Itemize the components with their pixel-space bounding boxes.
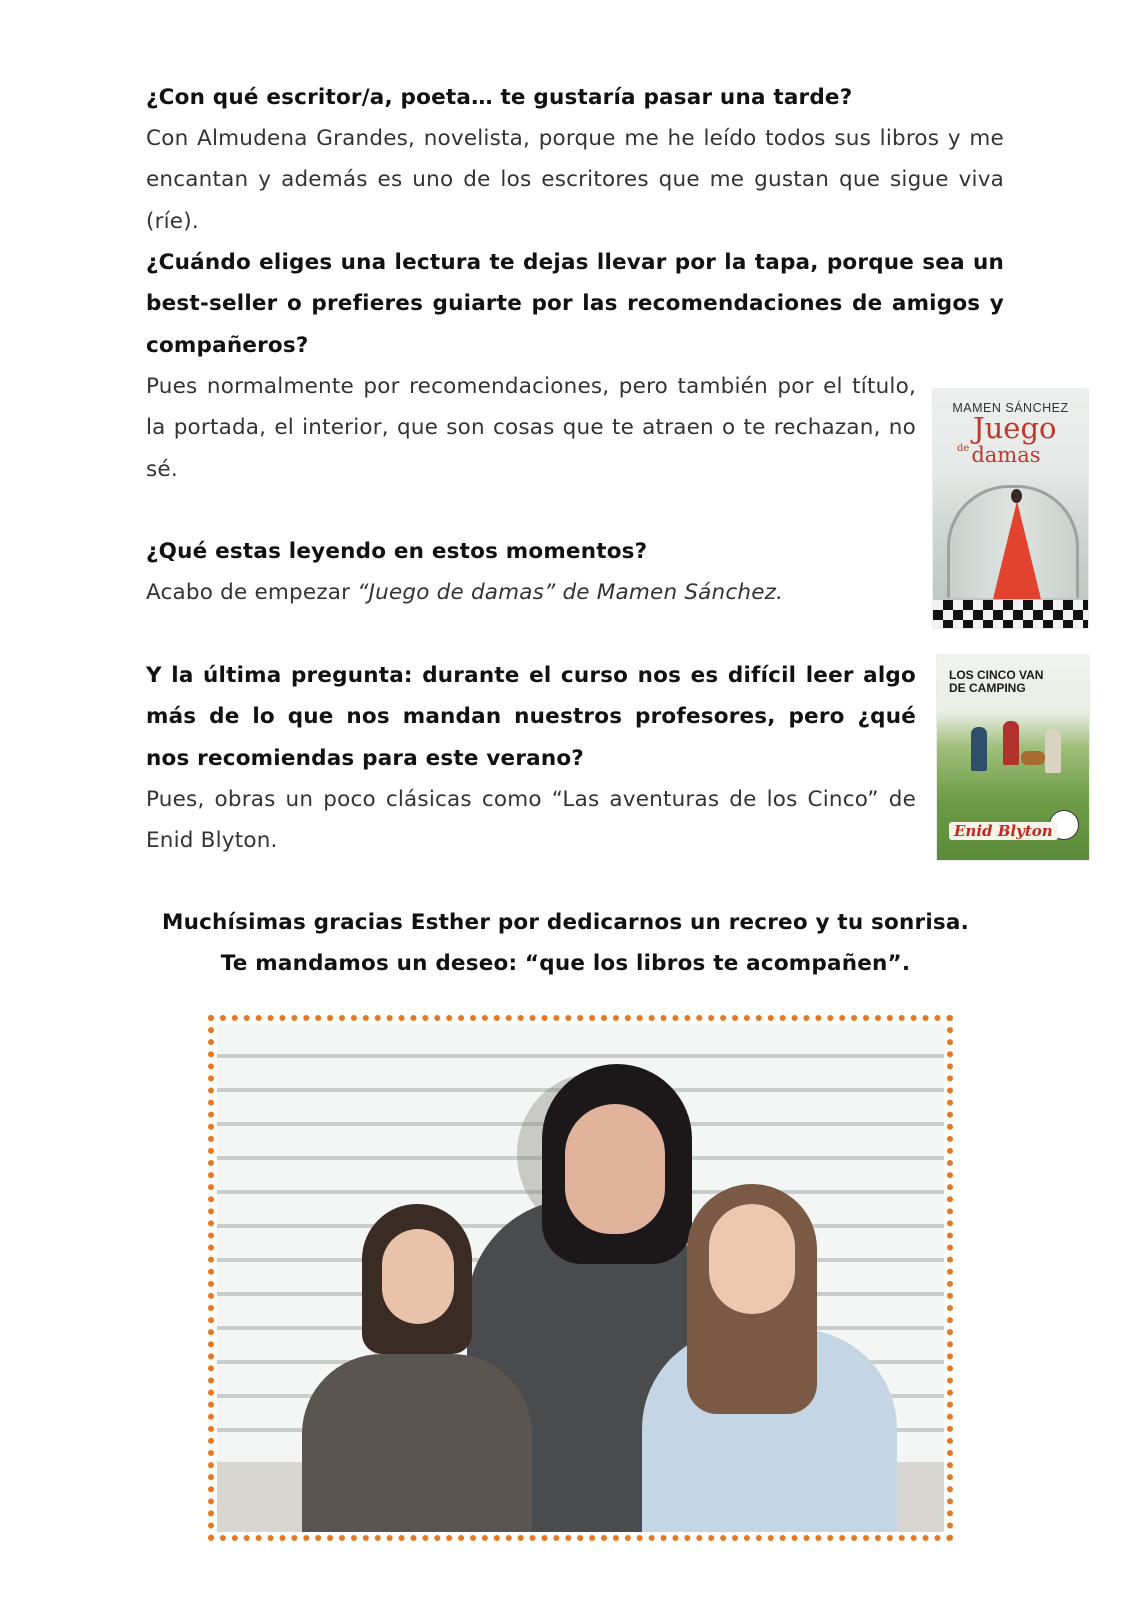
cover-child-figure bbox=[1045, 729, 1061, 773]
photo-girl-left-body bbox=[302, 1354, 532, 1532]
book1-title-de: de bbox=[957, 443, 970, 454]
photo-woman-face bbox=[565, 1104, 665, 1234]
answer-favorite-writer: Con Almudena Grandes, novelista, porque me he leído todos sus libros y me encantan y además es uno de los escritores que me gustan que sigue viva (ríe). bbox=[146, 126, 1004, 234]
answer-current-reading bbox=[146, 572, 916, 613]
book2-title-line1: LOS CINCO VAN bbox=[949, 668, 1044, 682]
answer-summer-recommendation: Pues, obras un poco clásicas como “Las aventuras de los Cinco” de Enid Blyton. bbox=[146, 787, 916, 854]
question-summer-recommendation: Y la última pregunta: durante el curso nos es difícil leer algo más de lo que nos mandan nuestros profesores, pero ¿qué nos recomiendas para este verano? bbox=[146, 663, 916, 771]
cover-child-figure bbox=[1003, 721, 1019, 765]
cover-checkered-floor bbox=[933, 600, 1088, 628]
book-cover-los-cinco bbox=[937, 655, 1089, 860]
cover-red-dress-illustration bbox=[993, 501, 1041, 599]
answer-current-reading-title: “Juego de damas” de Mamen Sánchez. bbox=[357, 580, 784, 605]
book1-title-line2 bbox=[957, 443, 1041, 467]
book2-title bbox=[949, 669, 1043, 695]
question-current-reading: ¿Qué estas leyendo en estos momentos? bbox=[146, 539, 648, 564]
book2-author: Enid Blyton bbox=[949, 822, 1058, 840]
closing-thanks: Muchísimas gracias Esther por dedicarnos un recreo y tu sonrisa. bbox=[162, 910, 969, 935]
group-photo bbox=[217, 1024, 944, 1532]
photo-girl-right-face bbox=[709, 1204, 795, 1314]
book1-title-line1: Juego bbox=[973, 411, 1057, 445]
cover-figure-head bbox=[1011, 489, 1022, 503]
photo-frame bbox=[208, 1015, 953, 1541]
answer-book-choice: Pues normalmente por recomendaciones, pero también por el título, la portada, el interior, que son cosas que te atraen o te rechazan, no sé. bbox=[146, 374, 916, 482]
photo-girl-left-face bbox=[382, 1229, 454, 1324]
cover-dog-figure bbox=[1021, 751, 1045, 765]
cover-child-figure bbox=[971, 727, 987, 771]
question-favorite-writer: ¿Con qué escritor/a, poeta… te gustaría pasar una tarde? bbox=[146, 85, 853, 110]
book2-title-line2: DE CAMPING bbox=[949, 681, 1026, 695]
book1-title-damas: damas bbox=[971, 443, 1041, 467]
book1-author: MAMEN SÁNCHEZ bbox=[952, 401, 1069, 415]
book-cover-juego-de-damas bbox=[933, 389, 1088, 628]
answer-current-reading-prefix: Acabo de empezar bbox=[146, 580, 358, 605]
closing-wish: Te mandamos un deseo: “que los libros te acompañen”. bbox=[220, 951, 911, 976]
question-book-choice: ¿Cuándo eliges una lectura te dejas llevar por la tapa, porque sea un best-seller o prefieres guiarte por las recomendaciones de amigos y compañeros? bbox=[146, 250, 1004, 358]
